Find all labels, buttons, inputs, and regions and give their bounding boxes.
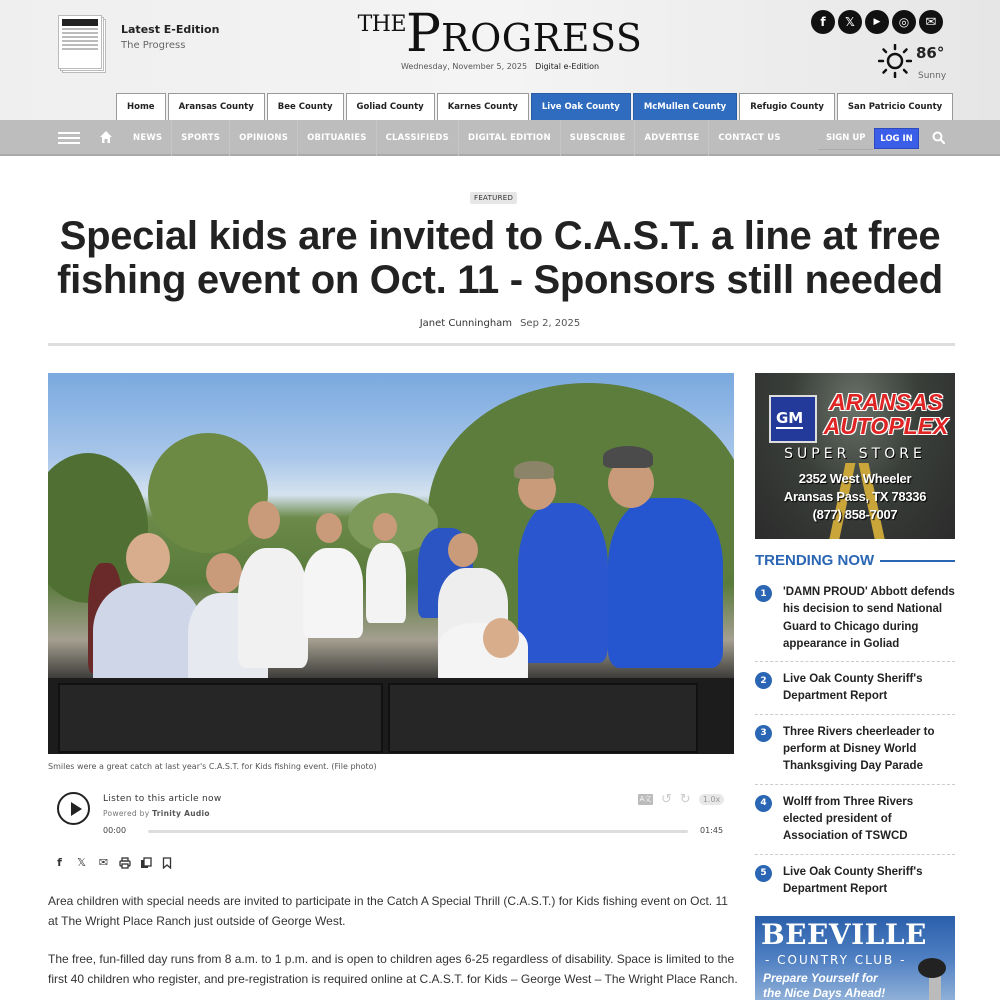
email-share-icon[interactable]: ✉ — [98, 856, 109, 869]
copy-icon[interactable] — [140, 857, 152, 869]
article-body — [48, 891, 738, 1000]
tab-mcmullen-county[interactable]: McMullen County — [633, 93, 737, 120]
tab-live-oak-county[interactable]: Live Oak County — [531, 93, 631, 120]
nav-classifieds[interactable]: CLASSIFIEDS — [376, 120, 458, 156]
trending-rank: 4 — [755, 795, 772, 812]
eedition-subtitle: The Progress — [121, 40, 186, 51]
trending-link[interactable]: Three Rivers cheerleader to perform at Disney World Thanksgiving Day Parade — [783, 725, 935, 773]
article-headline: Special kids are invited to C.A.S.T. a line at free fishing event on Oct. 11 - Sponsors still needed — [57, 214, 943, 302]
nav-obituaries[interactable]: OBITUARIES — [297, 120, 376, 156]
nav-advertise[interactable]: ADVERTISE — [634, 120, 708, 156]
facebook-share-icon[interactable]: f — [57, 856, 62, 869]
aransas-autoplex-ad[interactable]: GM ARANSAS AUTOPLEX SUPER STORE 2352 West Wheeler Aransas Pass, TX 78336 (877) 858-7007 — [755, 373, 955, 539]
trending-link[interactable]: Live Oak County Sheriff's Department Report — [783, 865, 923, 895]
eedition-thumbnail[interactable] — [58, 15, 106, 73]
bookmark-icon[interactable] — [161, 857, 173, 869]
x-icon[interactable]: 𝕏 — [838, 10, 862, 34]
masthead[interactable] — [340, 4, 660, 71]
trending-link[interactable]: Wolff from Three Rivers elected president of Association of TSWCD — [783, 795, 914, 843]
trending-rank: 5 — [755, 865, 772, 882]
nav-opinions[interactable]: OPINIONS — [229, 120, 297, 156]
trinity-audio-link[interactable]: Trinity Audio — [152, 809, 210, 818]
log-in-button[interactable]: LOG IN — [874, 128, 919, 149]
youtube-icon[interactable]: ▶ — [865, 10, 889, 34]
nav-contact-us[interactable]: CONTACT US — [708, 120, 789, 156]
hamburger-menu-icon[interactable] — [58, 132, 80, 144]
eedition-title[interactable]: Latest E-Edition — [121, 23, 220, 36]
publish-date: Sep 2, 2025 — [520, 318, 581, 329]
playback-speed-button[interactable]: 1.0x — [699, 794, 724, 805]
nav-subscribe[interactable]: SUBSCRIBE — [560, 120, 635, 156]
gm-logo: GM — [769, 395, 817, 443]
audio-title: Listen to this article now — [103, 794, 222, 804]
tab-aransas-county[interactable]: Aransas County — [168, 93, 265, 120]
audio-time-total: 01:45 — [700, 826, 724, 835]
weather-condition: Sunny — [918, 71, 947, 81]
x-share-icon[interactable]: 𝕏 — [77, 856, 86, 869]
tab-bee-county[interactable]: Bee County — [267, 93, 344, 120]
paragraph: The free, fun-filled day runs from 8 a.m. to 1 p.m. and is open to children ages 6-25 regardless of disability. Space is limited to the first 40 children who register, and pre-registration is required online at C.A.S.T. for Kids – George West – The Wright Place Ranch. — [48, 952, 738, 986]
share-bar — [53, 856, 173, 869]
social-links — [811, 10, 943, 34]
trending-item[interactable] — [755, 792, 955, 855]
audio-powered-by: Powered by Trinity Audio — [103, 809, 210, 818]
trending-rank: 1 — [755, 585, 772, 602]
photo-caption: Smiles were a great catch at last year's C.A.S.T. for Kids fishing event. (File photo) — [48, 762, 377, 771]
sun-icon — [878, 44, 912, 78]
top-header — [0, 0, 1000, 120]
author-link[interactable]: Janet Cunningham — [419, 318, 513, 329]
nav-digital-edition[interactable]: DIGITAL EDITION — [458, 120, 560, 156]
trending-item[interactable] — [755, 582, 955, 662]
audio-time-current: 00:00 — [103, 826, 127, 835]
weather-widget — [878, 44, 947, 81]
header-divider — [48, 343, 955, 346]
trending-item[interactable] — [755, 722, 955, 785]
trending-link[interactable]: Live Oak County Sheriff's Department Report — [783, 673, 923, 703]
email-icon[interactable]: ✉ — [919, 10, 943, 34]
trending-header — [755, 552, 955, 569]
beeville-country-club-ad[interactable]: BEEVILLE - COUNTRY CLUB - Prepare Yourself for the Nice Days Ahead! — [755, 916, 955, 1000]
home-icon[interactable] — [99, 130, 113, 144]
sign-up-button[interactable]: SIGN UP — [818, 128, 873, 150]
latest-eedition-link[interactable] — [58, 15, 219, 73]
tab-home[interactable]: Home — [116, 93, 166, 120]
masthead-date: Wednesday, November 5, 2025 Digital e-Edition — [400, 62, 600, 71]
fast-forward-icon[interactable]: ↻ — [679, 792, 691, 807]
featured-badge: FEATURED — [470, 192, 517, 204]
trending-rank: 3 — [755, 725, 772, 742]
audio-player — [48, 785, 734, 835]
article-photo[interactable] — [48, 373, 734, 754]
trending-item[interactable] — [755, 862, 955, 907]
rewind-icon[interactable]: ↺ — [661, 792, 672, 807]
trending-item[interactable] — [755, 669, 955, 715]
nav-sports[interactable]: SPORTS — [171, 120, 229, 156]
trending-list — [755, 582, 955, 913]
audio-progress-bar[interactable] — [148, 830, 688, 833]
weather-temp: 86° — [916, 44, 945, 62]
tab-karnes-county[interactable]: Karnes County — [437, 93, 529, 120]
print-icon[interactable] — [119, 857, 131, 869]
tab-refugio-county[interactable]: Refugio County — [739, 93, 835, 120]
tab-san-patricio-county[interactable]: San Patricio County — [837, 93, 953, 120]
play-icon[interactable] — [57, 792, 90, 825]
translate-icon[interactable]: A文 — [639, 795, 652, 803]
tab-goliad-county[interactable]: Goliad County — [346, 93, 435, 120]
trending-title: TRENDING NOW — [755, 552, 875, 569]
trending-rank: 2 — [755, 672, 772, 689]
paragraph: Area children with special needs are invited to participate in the Catch A Special Thrill (C.A.S.T.) for Kids fishing event on Oct. 11 at The Wright Place Ranch just outside of George West. — [48, 894, 728, 928]
main-nav — [0, 120, 1000, 156]
instagram-icon[interactable]: ◎ — [892, 10, 916, 34]
trending-link[interactable]: 'DAMN PROUD' Abbott defends his decision to send National Guard to Chicago during appearance in Goliad — [783, 586, 955, 650]
county-tabs — [116, 93, 955, 120]
digital-edition-link[interactable]: Digital e-Edition — [535, 62, 600, 71]
byline — [0, 318, 1000, 329]
search-icon[interactable] — [932, 131, 945, 144]
facebook-icon[interactable]: f — [811, 10, 835, 34]
nav-news[interactable]: NEWS — [133, 133, 163, 143]
site-logo[interactable]: THEPROGRESS — [357, 4, 643, 64]
